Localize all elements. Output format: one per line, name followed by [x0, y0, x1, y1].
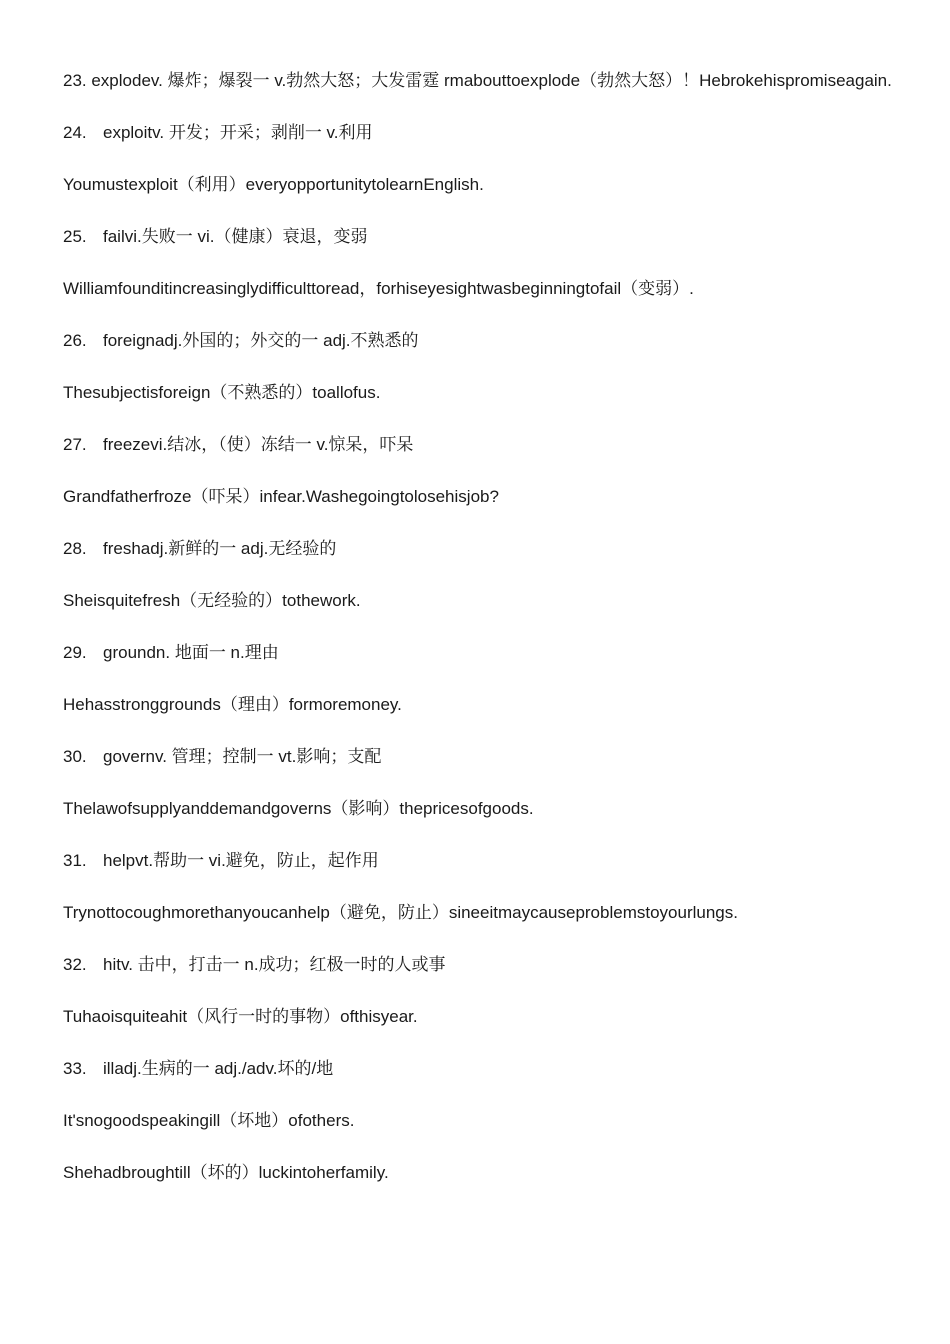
entry-25-example: Williamfounditincreasinglydifficulttoread，forhiseyesightwasbeginningtofail（变弱）. — [63, 279, 694, 298]
entry-33-example-2: Shehadbroughtill（坏的）luckintoherfamily. — [63, 1163, 389, 1182]
entry-head-text: groundn. 地面一 n.理由 — [103, 643, 279, 662]
entry-29-example: Hehasstronggrounds（理由）formoremoney. — [63, 695, 402, 714]
entry-number: 28. — [63, 539, 87, 558]
entry-33-head — [63, 1056, 903, 1081]
entry-number: 29. — [63, 643, 87, 662]
entry-26-head — [63, 328, 903, 353]
entry-30-example: Thelawofsupplyanddemandgoverns（影响）thepricesofgoods. — [63, 799, 534, 818]
entry-head-text: freezevi.结冰，（使）冻结一 v.惊呆，吓呆 — [103, 435, 414, 454]
entry-number: 25. — [63, 227, 87, 246]
entry-number: 33. — [63, 1059, 87, 1078]
entry-number: 30. — [63, 747, 87, 766]
entry-head-text: hitv. 击中，打击一 n.成功；红极一时的人或事 — [103, 955, 446, 974]
entry-head-text: governv. 管理；控制一 vt.影响；支配 — [103, 747, 382, 766]
entry-27-example: Grandfatherfroze（吓呆）infear.Washegoingtolosehisjob? — [63, 487, 499, 506]
entry-33-example-1: It'snogoodspeakingill（坏地）ofothers. — [63, 1111, 355, 1130]
entry-24-example: Youmustexploit（利用）everyopportunitytolearnEnglish. — [63, 175, 484, 194]
entry-head-text: failvi.失败一 vi.（健康）衰退，变弱 — [103, 227, 368, 246]
entry-24-head — [63, 120, 903, 145]
entry-number: 32. — [63, 955, 87, 974]
entry-26-example: Thesubjectisforeign（不熟悉的）toallofus. — [63, 383, 381, 402]
entry-31-head — [63, 848, 903, 873]
entry-30-head — [63, 744, 903, 769]
entry-32-head — [63, 952, 903, 977]
entry-23: 23. explodev. 爆炸；爆裂一 v.勃然大怒；大发雷霆 rmabouttoexplode（勃然大怒）！Hebrokehispromiseagain. — [63, 71, 892, 90]
entry-head-text: exploitv. 开发；开采；剥削一 v.利用 — [103, 123, 373, 142]
entry-32-example: Tuhaoisquiteahit（风行一时的事物）ofthisyear. — [63, 1007, 418, 1026]
entry-head-text: foreignadj.外国的；外交的一 adj.不熟悉的 — [103, 331, 419, 350]
entry-number: 27. — [63, 435, 87, 454]
entry-head-text: helpvt.帮助一 vi.避免，防止，起作用 — [103, 851, 379, 870]
entry-number: 31. — [63, 851, 87, 870]
entry-head-text: illadj.生病的一 adj./adv.坏的/地 — [103, 1059, 334, 1078]
entry-29-head — [63, 640, 903, 665]
entry-28-head — [63, 536, 903, 561]
entry-head-text: freshadj.新鲜的一 adj.无经验的 — [103, 539, 337, 558]
entry-31-example: Trynottocoughmorethanyoucanhelp（避免，防止）sineeitmaycauseproblemstoyourlungs. — [63, 903, 738, 922]
entry-25-head — [63, 224, 903, 249]
entry-28-example: Sheisquitefresh（无经验的）tothework. — [63, 591, 361, 610]
entry-27-head — [63, 432, 903, 457]
entry-number: 26. — [63, 331, 87, 350]
entry-number: 24. — [63, 123, 87, 142]
document-page — [63, 68, 903, 1212]
